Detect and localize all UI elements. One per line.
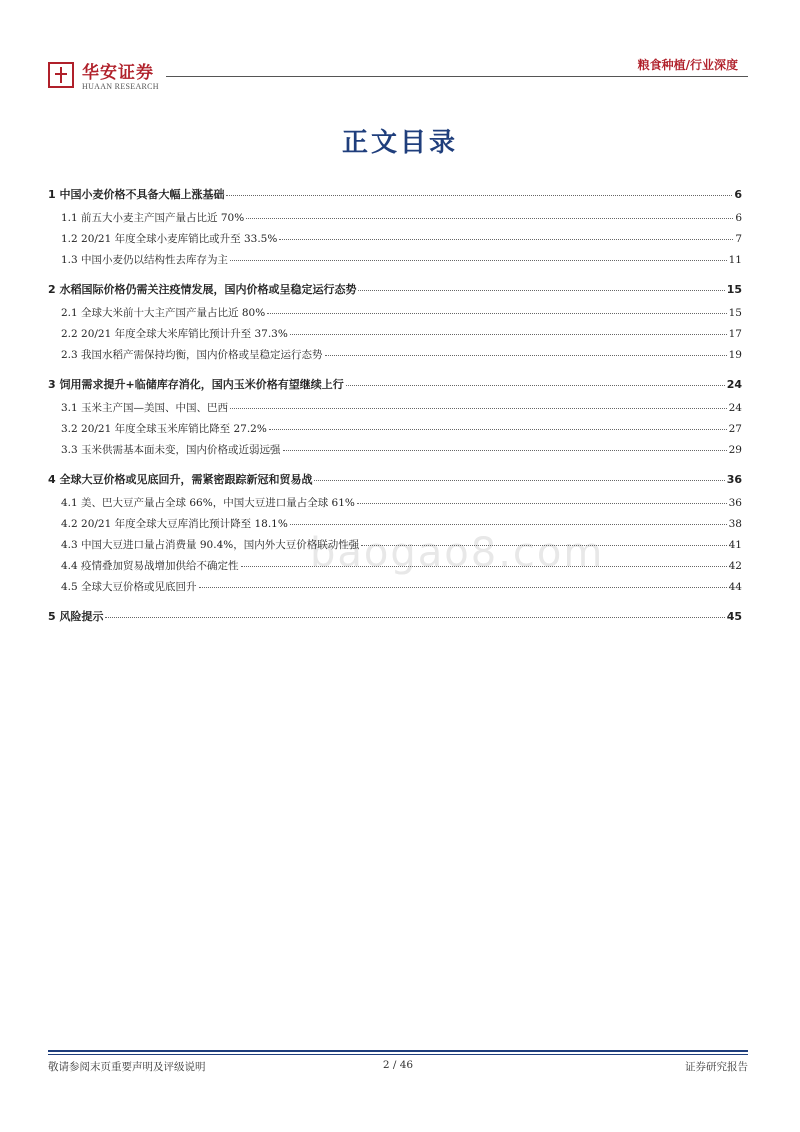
toc-entry-label: 4 全球大豆价格或见底回升，需紧密跟踪新冠和贸易战 [48,473,313,486]
toc-dot-leader [361,544,726,546]
toc-subsection-entry[interactable] [48,495,742,510]
page-title: 正文目录 [341,128,458,158]
toc-subsection-entry[interactable] [48,326,742,341]
toc-entry-label: 1.1 前五大小麦主产国产量占比近 70% [61,212,245,224]
toc-dot-leader [267,312,726,314]
toc-entry-page: 42 [728,560,742,572]
toc-entry-label: 4.5 全球大豆价格或见底回升 [61,581,197,593]
toc-entry-page: 19 [728,349,742,361]
toc-section-entry[interactable] [48,186,742,202]
toc-dot-leader [226,194,732,196]
toc-entry-label: 5 风险提示 [48,610,104,623]
toc-entry-page: 45 [726,610,742,623]
toc-entry-label: 2.3 我国水稻产需保持均衡，国内价格或呈稳定运行态势 [61,349,323,361]
toc-entry-label: 2.1 全球大米前十大主产国产量占比近 80% [61,307,266,319]
toc-entry-page: 36 [726,473,742,486]
toc-dot-leader [105,616,724,618]
toc-entry-label: 4.2 20/21 年度全球大豆库消比预计降至 18.1% [61,518,288,530]
huaan-logo-icon [48,62,74,88]
toc-entry-label: 4.3 中国大豆进口量占消费量 90.4%，国内外大豆价格联动性强 [61,539,360,551]
toc-subsection-entry[interactable] [48,579,742,594]
footer-divider-thin [48,1054,748,1055]
toc-dot-leader [358,289,724,291]
toc-entry-page: 6 [734,188,742,201]
toc-dot-leader [325,354,727,356]
footer-divider [48,1050,748,1052]
toc-entry-label: 3 饲用需求提升+临储库存消化，国内玉米价格有望继续上行 [48,378,344,391]
toc-entry-page: 44 [728,581,742,593]
toc-entry-label: 1 中国小麦价格不具备大幅上涨基础 [48,188,225,201]
page-number: 2 / 46 [382,1059,414,1071]
toc-subsection-entry[interactable] [48,305,742,320]
toc-entry-page: 41 [728,539,742,551]
logo-name-cn: 华安证券 [82,63,154,83]
toc-subsection-entry[interactable] [48,421,742,436]
toc-entry-label: 3.1 玉米主产国—美国、中国、巴西 [61,402,229,414]
header-divider [166,76,748,77]
toc-subsection-entry[interactable] [48,210,742,225]
toc-dot-leader [230,259,727,261]
toc-entry-page: 27 [728,423,742,435]
toc-entry-label: 4.1 美、巴大豆产量占全球 66%，中国大豆进口量占全球 61% [61,497,355,509]
toc-entry-page: 36 [728,497,742,509]
toc-entry-page: 15 [728,307,742,319]
toc-subsection-entry[interactable] [48,400,742,415]
toc-entry-label: 2.2 20/21 年度全球大米库销比预计升至 37.3% [61,328,288,340]
toc-dot-leader [290,523,727,525]
toc-subsection-entry[interactable] [48,442,742,457]
toc-dot-leader [346,384,725,386]
report-category: 粮食种植/行业深度 [637,58,738,72]
toc-entry-label: 3.3 玉米供需基本面未变，国内价格或近弱远强 [61,444,281,456]
toc-dot-leader [357,502,727,504]
footer-report-type: 证券研究报告 [685,1061,748,1073]
toc-entry-label: 1.2 20/21 年度全球小麦库销比或升至 33.5% [61,233,278,245]
toc-entry-page: 7 [735,233,742,245]
page-footer [48,1050,748,1079]
toc-dot-leader [314,479,724,481]
toc-dot-leader [283,449,727,451]
toc-entry-page: 24 [726,378,742,391]
toc-entry-page: 15 [726,283,742,296]
toc-dot-leader [241,565,727,567]
toc-subsection-entry[interactable] [48,252,742,267]
toc-dot-leader [279,238,733,240]
toc-section-entry[interactable] [48,471,742,487]
toc-section-entry[interactable] [48,281,742,297]
toc-dot-leader [230,407,727,409]
toc-entry-label: 2 水稻国际价格仍需关注疫情发展，国内价格或呈稳定运行态势 [48,283,357,296]
toc-dot-leader [199,586,727,588]
toc-section-entry[interactable] [48,608,742,624]
toc-entry-label: 4.4 疫情叠加贸易战增加供给不确定性 [61,560,239,572]
toc-subsection-entry[interactable] [48,231,742,246]
toc-entry-page: 38 [728,518,742,530]
logo-name-en: HUAAN RESEARCH [82,82,159,91]
watermark: baogao8.com [310,530,605,576]
toc-subsection-entry[interactable] [48,558,742,573]
toc-entry-page: 24 [728,402,742,414]
toc-subsection-entry[interactable] [48,516,742,531]
toc-dot-leader [246,217,733,219]
toc-section-entry[interactable] [48,376,742,392]
table-of-contents [48,186,742,632]
page-header [48,56,748,96]
toc-entry-label: 1.3 中国小麦仍以结构性去库存为主 [61,254,229,266]
toc-dot-leader [269,428,727,430]
toc-entry-page: 17 [728,328,742,340]
toc-entry-page: 6 [735,212,742,224]
toc-subsection-entry[interactable] [48,537,742,552]
toc-entry-page: 11 [728,254,742,266]
toc-entry-label: 3.2 20/21 年度全球玉米库销比降至 27.2% [61,423,267,435]
footer-disclaimer: 敬请参阅末页重要声明及评级说明 [48,1061,206,1073]
toc-subsection-entry[interactable] [48,347,742,362]
toc-entry-page: 29 [728,444,742,456]
toc-dot-leader [290,333,727,335]
